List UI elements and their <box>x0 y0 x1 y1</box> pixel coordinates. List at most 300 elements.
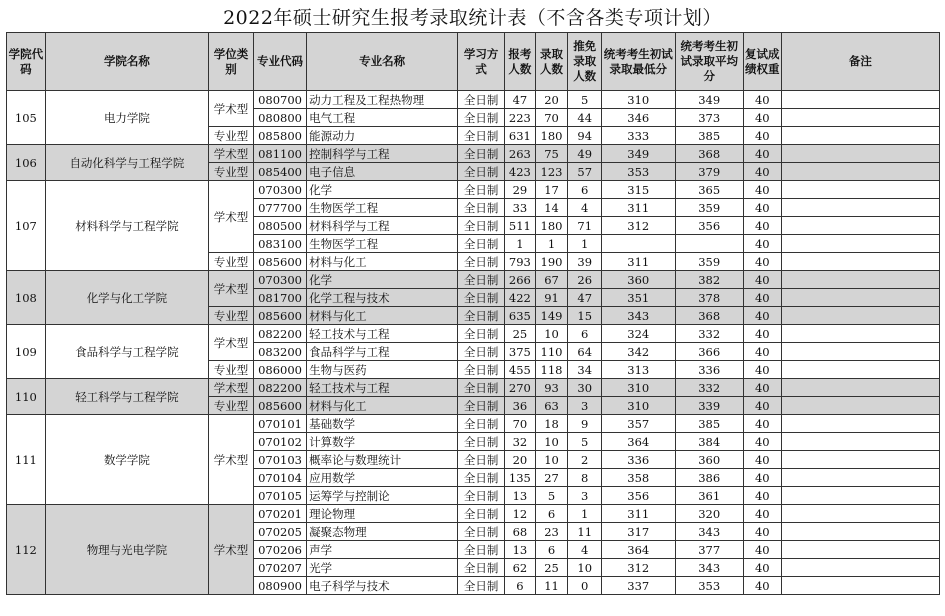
min-score-cell: 364 <box>602 541 675 559</box>
remarks-cell <box>781 145 939 163</box>
applicants-cell: 263 <box>505 145 536 163</box>
study-mode-cell: 全日制 <box>458 217 505 235</box>
header-min-score: 统考考生初试录取最低分 <box>602 33 675 91</box>
remarks-cell <box>781 253 939 271</box>
admitted-cell: 23 <box>535 523 568 541</box>
header-admitted: 录取人数 <box>535 33 568 91</box>
exempt-cell: 49 <box>568 145 602 163</box>
degree-type-cell: 学术型 <box>209 415 254 505</box>
min-score-cell: 310 <box>602 91 675 109</box>
study-mode-cell: 全日制 <box>458 469 505 487</box>
min-score-cell: 310 <box>602 379 675 397</box>
study-mode-cell: 全日制 <box>458 487 505 505</box>
remarks-cell <box>781 415 939 433</box>
weight-cell: 40 <box>743 505 781 523</box>
weight-cell: 40 <box>743 271 781 289</box>
header-avg-score: 统考考生初试录取平均分 <box>675 33 743 91</box>
college-code-cell: 108 <box>7 271 46 325</box>
min-score-cell: 351 <box>602 289 675 307</box>
applicants-cell: 70 <box>505 415 536 433</box>
degree-type-cell: 学术型 <box>209 325 254 361</box>
remarks-cell <box>781 325 939 343</box>
admitted-cell: 27 <box>535 469 568 487</box>
avg-score-cell: 359 <box>675 199 743 217</box>
avg-score-cell: 385 <box>675 127 743 145</box>
weight-cell: 40 <box>743 451 781 469</box>
weight-cell: 40 <box>743 433 781 451</box>
remarks-cell <box>781 307 939 325</box>
major-name-cell: 运筹学与控制论 <box>307 487 458 505</box>
remarks-cell <box>781 505 939 523</box>
min-score-cell: 356 <box>602 487 675 505</box>
applicants-cell: 455 <box>505 361 536 379</box>
page-title: 2022年硕士研究生报考录取统计表（不含各类专项计划） <box>223 7 722 29</box>
admitted-cell: 70 <box>535 109 568 127</box>
weight-cell: 40 <box>743 91 781 109</box>
exempt-cell: 47 <box>568 289 602 307</box>
table-row <box>7 181 940 199</box>
college-name-cell: 轻工科学与工程学院 <box>45 379 208 415</box>
min-score-cell: 311 <box>602 505 675 523</box>
major-code-cell: 085400 <box>254 163 307 181</box>
major-name-cell: 能源动力 <box>307 127 458 145</box>
remarks-cell <box>781 91 939 109</box>
major-name-cell: 生物医学工程 <box>307 235 458 253</box>
major-code-cell: 085600 <box>254 307 307 325</box>
weight-cell: 40 <box>743 577 781 595</box>
exempt-cell: 39 <box>568 253 602 271</box>
remarks-cell <box>781 109 939 127</box>
applicants-cell: 68 <box>505 523 536 541</box>
avg-score-cell: 320 <box>675 505 743 523</box>
min-score-cell: 358 <box>602 469 675 487</box>
degree-type-cell: 专业型 <box>209 397 254 415</box>
major-name-cell: 光学 <box>307 559 458 577</box>
header-retest-weight: 复试成绩权重 <box>743 33 781 91</box>
applicants-cell: 266 <box>505 271 536 289</box>
admitted-cell: 63 <box>535 397 568 415</box>
weight-cell: 40 <box>743 127 781 145</box>
avg-score-cell: 349 <box>675 91 743 109</box>
admitted-cell: 17 <box>535 181 568 199</box>
admitted-cell: 180 <box>535 217 568 235</box>
avg-score-cell: 332 <box>675 379 743 397</box>
admitted-cell: 10 <box>535 325 568 343</box>
weight-cell: 40 <box>743 145 781 163</box>
degree-type-cell: 专业型 <box>209 307 254 325</box>
remarks-cell <box>781 271 939 289</box>
college-code-cell: 105 <box>7 91 46 145</box>
header-row <box>7 33 940 91</box>
avg-score-cell: 365 <box>675 181 743 199</box>
major-code-cell: 070300 <box>254 271 307 289</box>
major-code-cell: 070300 <box>254 181 307 199</box>
min-score-cell: 343 <box>602 307 675 325</box>
applicants-cell: 793 <box>505 253 536 271</box>
exempt-cell: 15 <box>568 307 602 325</box>
min-score-cell: 364 <box>602 433 675 451</box>
study-mode-cell: 全日制 <box>458 559 505 577</box>
exempt-cell: 26 <box>568 271 602 289</box>
weight-cell: 40 <box>743 415 781 433</box>
exempt-cell: 4 <box>568 541 602 559</box>
college-code-cell: 107 <box>7 181 46 271</box>
college-name-cell: 数学学院 <box>45 415 208 505</box>
exempt-cell: 34 <box>568 361 602 379</box>
header-degree-type: 学位类别 <box>209 33 254 91</box>
major-name-cell: 食品科学与工程 <box>307 343 458 361</box>
study-mode-cell: 全日制 <box>458 253 505 271</box>
remarks-cell <box>781 199 939 217</box>
major-name-cell: 声学 <box>307 541 458 559</box>
admitted-cell: 1 <box>535 235 568 253</box>
applicants-cell: 511 <box>505 217 536 235</box>
degree-type-cell: 学术型 <box>209 271 254 307</box>
admitted-cell: 25 <box>535 559 568 577</box>
admitted-cell: 93 <box>535 379 568 397</box>
major-code-cell: 080700 <box>254 91 307 109</box>
applicants-cell: 13 <box>505 541 536 559</box>
college-name-cell: 自动化科学与工程学院 <box>45 145 208 181</box>
major-code-cell: 080900 <box>254 577 307 595</box>
weight-cell: 40 <box>743 379 781 397</box>
major-name-cell: 电气工程 <box>307 109 458 127</box>
major-name-cell: 生物医学工程 <box>307 199 458 217</box>
weight-cell: 40 <box>743 235 781 253</box>
weight-cell: 40 <box>743 523 781 541</box>
avg-score-cell: 339 <box>675 397 743 415</box>
min-score-cell: 349 <box>602 145 675 163</box>
weight-cell: 40 <box>743 199 781 217</box>
exempt-cell: 30 <box>568 379 602 397</box>
applicants-cell: 223 <box>505 109 536 127</box>
applicants-cell: 135 <box>505 469 536 487</box>
major-name-cell: 化学工程与技术 <box>307 289 458 307</box>
applicants-cell: 375 <box>505 343 536 361</box>
study-mode-cell: 全日制 <box>458 577 505 595</box>
table-row <box>7 415 940 433</box>
avg-score-cell: 356 <box>675 217 743 235</box>
study-mode-cell: 全日制 <box>458 145 505 163</box>
study-mode-cell: 全日制 <box>458 433 505 451</box>
admitted-cell: 91 <box>535 289 568 307</box>
applicants-cell: 62 <box>505 559 536 577</box>
study-mode-cell: 全日制 <box>458 505 505 523</box>
study-mode-cell: 全日制 <box>458 523 505 541</box>
remarks-cell <box>781 469 939 487</box>
degree-type-cell: 学术型 <box>209 379 254 397</box>
major-name-cell: 化学 <box>307 181 458 199</box>
admitted-cell: 6 <box>535 505 568 523</box>
min-score-cell: 346 <box>602 109 675 127</box>
header-major-code: 专业代码 <box>254 33 307 91</box>
remarks-cell <box>781 451 939 469</box>
exempt-cell: 94 <box>568 127 602 145</box>
remarks-cell <box>781 361 939 379</box>
major-name-cell: 概率论与数理统计 <box>307 451 458 469</box>
study-mode-cell: 全日制 <box>458 343 505 361</box>
exempt-cell: 10 <box>568 559 602 577</box>
exempt-cell: 6 <box>568 181 602 199</box>
study-mode-cell: 全日制 <box>458 361 505 379</box>
major-code-cell: 070207 <box>254 559 307 577</box>
table-row <box>7 91 940 109</box>
major-name-cell: 基础数学 <box>307 415 458 433</box>
avg-score-cell: 360 <box>675 451 743 469</box>
study-mode-cell: 全日制 <box>458 541 505 559</box>
applicants-cell: 36 <box>505 397 536 415</box>
remarks-cell <box>781 289 939 307</box>
major-name-cell: 理论物理 <box>307 505 458 523</box>
college-name-cell: 电力学院 <box>45 91 208 145</box>
min-score-cell: 312 <box>602 559 675 577</box>
admitted-cell: 14 <box>535 199 568 217</box>
admitted-cell: 20 <box>535 91 568 109</box>
exempt-cell: 1 <box>568 505 602 523</box>
major-name-cell: 电子信息 <box>307 163 458 181</box>
weight-cell: 40 <box>743 325 781 343</box>
major-name-cell: 化学 <box>307 271 458 289</box>
college-code-cell: 106 <box>7 145 46 181</box>
study-mode-cell: 全日制 <box>458 325 505 343</box>
avg-score-cell: 377 <box>675 541 743 559</box>
min-score-cell: 311 <box>602 199 675 217</box>
remarks-cell <box>781 181 939 199</box>
major-code-cell: 070206 <box>254 541 307 559</box>
remarks-cell <box>781 163 939 181</box>
table-row <box>7 379 940 397</box>
min-score-cell: 317 <box>602 523 675 541</box>
avg-score-cell: 384 <box>675 433 743 451</box>
min-score-cell: 357 <box>602 415 675 433</box>
remarks-cell <box>781 379 939 397</box>
degree-type-cell: 学术型 <box>209 145 254 163</box>
applicants-cell: 29 <box>505 181 536 199</box>
min-score-cell: 342 <box>602 343 675 361</box>
header-exempt-admitted: 推免录取人数 <box>568 33 602 91</box>
major-code-cell: 077700 <box>254 199 307 217</box>
avg-score-cell: 361 <box>675 487 743 505</box>
major-name-cell: 动力工程及工程热物理 <box>307 91 458 109</box>
major-name-cell: 材料与化工 <box>307 253 458 271</box>
remarks-cell <box>781 559 939 577</box>
major-name-cell: 轻工技术与工程 <box>307 379 458 397</box>
header-applicants: 报考人数 <box>505 33 536 91</box>
min-score-cell: 337 <box>602 577 675 595</box>
exempt-cell: 5 <box>568 433 602 451</box>
header-college-code: 学院代码 <box>7 33 46 91</box>
admitted-cell: 118 <box>535 361 568 379</box>
major-code-cell: 070102 <box>254 433 307 451</box>
remarks-cell <box>781 433 939 451</box>
major-name-cell: 凝聚态物理 <box>307 523 458 541</box>
applicants-cell: 20 <box>505 451 536 469</box>
applicants-cell: 635 <box>505 307 536 325</box>
exempt-cell: 44 <box>568 109 602 127</box>
major-code-cell: 070103 <box>254 451 307 469</box>
degree-type-cell: 专业型 <box>209 361 254 379</box>
table-row <box>7 325 940 343</box>
study-mode-cell: 全日制 <box>458 199 505 217</box>
exempt-cell: 11 <box>568 523 602 541</box>
admitted-cell: 75 <box>535 145 568 163</box>
avg-score-cell: 332 <box>675 325 743 343</box>
min-score-cell: 324 <box>602 325 675 343</box>
exempt-cell: 9 <box>568 415 602 433</box>
exempt-cell: 8 <box>568 469 602 487</box>
degree-type-cell: 学术型 <box>209 181 254 253</box>
applicants-cell: 423 <box>505 163 536 181</box>
applicants-cell: 13 <box>505 487 536 505</box>
exempt-cell: 64 <box>568 343 602 361</box>
min-score-cell: 353 <box>602 163 675 181</box>
header-major-name: 专业名称 <box>307 33 458 91</box>
exempt-cell: 2 <box>568 451 602 469</box>
major-name-cell: 生物与医药 <box>307 361 458 379</box>
major-code-cell: 085600 <box>254 397 307 415</box>
weight-cell: 40 <box>743 541 781 559</box>
major-code-cell: 070201 <box>254 505 307 523</box>
min-score-cell: 311 <box>602 253 675 271</box>
college-code-cell: 109 <box>7 325 46 379</box>
weight-cell: 40 <box>743 181 781 199</box>
major-code-cell: 086000 <box>254 361 307 379</box>
remarks-cell <box>781 235 939 253</box>
exempt-cell: 1 <box>568 235 602 253</box>
applicants-cell: 33 <box>505 199 536 217</box>
admitted-cell: 190 <box>535 253 568 271</box>
header-remarks: 备注 <box>781 33 939 91</box>
exempt-cell: 57 <box>568 163 602 181</box>
major-code-cell: 083100 <box>254 235 307 253</box>
min-score-cell: 333 <box>602 127 675 145</box>
table-row <box>7 271 940 289</box>
major-name-cell: 计算数学 <box>307 433 458 451</box>
admitted-cell: 123 <box>535 163 568 181</box>
exempt-cell: 0 <box>568 577 602 595</box>
remarks-cell <box>781 487 939 505</box>
applicants-cell: 631 <box>505 127 536 145</box>
table-row <box>7 505 940 523</box>
applicants-cell: 422 <box>505 289 536 307</box>
study-mode-cell: 全日制 <box>458 235 505 253</box>
avg-score-cell: 366 <box>675 343 743 361</box>
applicants-cell: 12 <box>505 505 536 523</box>
major-code-cell: 083200 <box>254 343 307 361</box>
degree-type-cell: 学术型 <box>209 505 254 595</box>
avg-score-cell: 359 <box>675 253 743 271</box>
admitted-cell: 11 <box>535 577 568 595</box>
study-mode-cell: 全日制 <box>458 379 505 397</box>
avg-score-cell: 368 <box>675 145 743 163</box>
applicants-cell: 270 <box>505 379 536 397</box>
remarks-cell <box>781 397 939 415</box>
study-mode-cell: 全日制 <box>458 109 505 127</box>
table-row <box>7 145 940 163</box>
remarks-cell <box>781 127 939 145</box>
college-name-cell: 材料科学与工程学院 <box>45 181 208 271</box>
major-code-cell: 070101 <box>254 415 307 433</box>
header-college-name: 学院名称 <box>45 33 208 91</box>
degree-type-cell: 专业型 <box>209 253 254 271</box>
study-mode-cell: 全日制 <box>458 163 505 181</box>
major-name-cell: 轻工技术与工程 <box>307 325 458 343</box>
study-mode-cell: 全日制 <box>458 91 505 109</box>
weight-cell: 40 <box>743 343 781 361</box>
study-mode-cell: 全日制 <box>458 307 505 325</box>
major-name-cell: 电子科学与技术 <box>307 577 458 595</box>
exempt-cell: 6 <box>568 325 602 343</box>
admitted-cell: 180 <box>535 127 568 145</box>
avg-score-cell: 353 <box>675 577 743 595</box>
college-name-cell: 食品科学与工程学院 <box>45 325 208 379</box>
weight-cell: 40 <box>743 289 781 307</box>
weight-cell: 40 <box>743 217 781 235</box>
major-code-cell: 080800 <box>254 109 307 127</box>
avg-score-cell: 343 <box>675 523 743 541</box>
study-mode-cell: 全日制 <box>458 127 505 145</box>
admitted-cell: 67 <box>535 271 568 289</box>
remarks-cell <box>781 523 939 541</box>
college-name-cell: 化学与化工学院 <box>45 271 208 325</box>
major-code-cell: 081100 <box>254 145 307 163</box>
applicants-cell: 1 <box>505 235 536 253</box>
weight-cell: 40 <box>743 487 781 505</box>
exempt-cell: 4 <box>568 199 602 217</box>
degree-type-cell: 专业型 <box>209 127 254 145</box>
remarks-cell <box>781 541 939 559</box>
exempt-cell: 71 <box>568 217 602 235</box>
study-mode-cell: 全日制 <box>458 415 505 433</box>
avg-score-cell: 385 <box>675 415 743 433</box>
college-code-cell: 111 <box>7 415 46 505</box>
admitted-cell: 6 <box>535 541 568 559</box>
min-score-cell: 360 <box>602 271 675 289</box>
weight-cell: 40 <box>743 361 781 379</box>
exempt-cell: 5 <box>568 91 602 109</box>
min-score-cell: 310 <box>602 397 675 415</box>
admitted-cell: 5 <box>535 487 568 505</box>
admitted-cell: 110 <box>535 343 568 361</box>
min-score-cell: 312 <box>602 217 675 235</box>
remarks-cell <box>781 577 939 595</box>
college-name-cell: 物理与光电学院 <box>45 505 208 595</box>
study-mode-cell: 全日制 <box>458 271 505 289</box>
remarks-cell <box>781 343 939 361</box>
study-mode-cell: 全日制 <box>458 289 505 307</box>
exempt-cell: 3 <box>568 397 602 415</box>
weight-cell: 40 <box>743 307 781 325</box>
study-mode-cell: 全日制 <box>458 397 505 415</box>
admitted-cell: 18 <box>535 415 568 433</box>
applicants-cell: 25 <box>505 325 536 343</box>
major-code-cell: 070205 <box>254 523 307 541</box>
avg-score-cell: 379 <box>675 163 743 181</box>
major-code-cell: 081700 <box>254 289 307 307</box>
header-study-mode: 学习方式 <box>458 33 505 91</box>
min-score-cell: 313 <box>602 361 675 379</box>
exempt-cell: 3 <box>568 487 602 505</box>
major-code-cell: 070105 <box>254 487 307 505</box>
admitted-cell: 10 <box>535 433 568 451</box>
avg-score-cell: 336 <box>675 361 743 379</box>
avg-score-cell: 378 <box>675 289 743 307</box>
min-score-cell: 315 <box>602 181 675 199</box>
major-code-cell: 082200 <box>254 379 307 397</box>
remarks-cell <box>781 217 939 235</box>
weight-cell: 40 <box>743 559 781 577</box>
college-code-cell: 110 <box>7 379 46 415</box>
